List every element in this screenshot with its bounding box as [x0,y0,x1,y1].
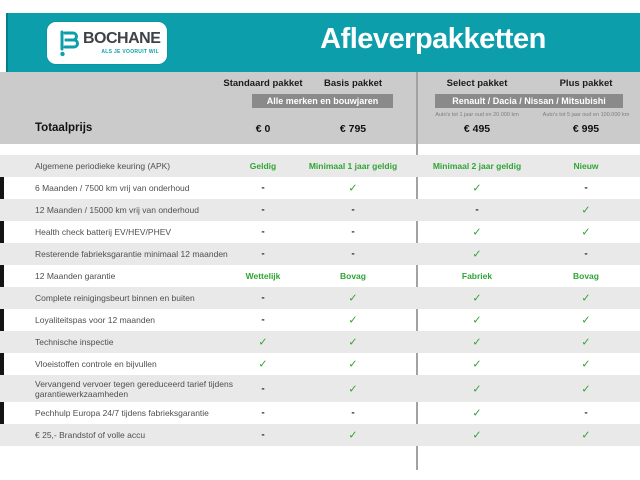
checkmark-icon-select: ✓ [472,314,482,327]
cell-plus: - [584,407,588,419]
checkmark-icon-plus: ✓ [581,292,591,305]
cell-select: Minimaal 2 jaar geldig [432,161,522,171]
table-row [0,177,640,199]
page-title: Afleverpakketten [320,23,546,55]
table-row [0,375,640,402]
cell-standaard: - [261,248,265,260]
column-title-select: Select pakket [446,78,508,89]
table-row [0,199,640,221]
checkmark-icon-select: ✓ [472,336,482,349]
checkmark-icon-plus: ✓ [581,314,591,327]
checkmark-icon-plus: ✓ [581,336,591,349]
cell-plus: Bovag [573,271,599,281]
table-row [0,424,640,446]
badge-all-brands: Alle merken en bouwjaren [252,94,393,108]
cell-standaard: - [261,383,265,394]
logo-tagline: ALS JE VOORUIT WIL [101,49,159,55]
column-title-plus: Plus pakket [559,78,613,89]
checkmark-icon-basis: ✓ [348,336,358,349]
cell-standaard: - [261,204,265,216]
table-row [0,221,640,243]
logo-wordmark: BOCHANE [83,30,161,47]
column-title-standaard: Standaard pakket [223,78,303,89]
checkmark-icon-select: ✓ [472,429,482,442]
cell-plus: - [584,248,588,260]
row-label: Technische inspectie [35,336,114,347]
cell-basis: - [351,204,355,216]
table-row [0,287,640,309]
total-price-label: Totaalprijs [35,122,93,134]
checkmark-icon-basis: ✓ [348,358,358,371]
cell-plus: Nieuw [573,161,599,171]
table-row [0,353,640,375]
price-plus: € 995 [572,123,600,135]
bochane-logo [47,22,167,64]
row-label: Pechhulp Europa 24/7 tijdens fabrieksgarantie [35,407,209,418]
row-label: Algemene periodieke keuring (APK) [35,160,171,171]
cell-basis: - [351,226,355,238]
checkmark-icon-basis: ✓ [348,292,358,305]
checkmark-icon-basis: ✓ [348,429,358,442]
table-row [0,243,640,265]
table-row [0,331,640,353]
column-title-basis: Basis pakket [323,78,383,89]
header-band [6,13,640,72]
checkmark-icon-basis: ✓ [348,383,358,395]
row-label: 12 Maanden garantie [35,270,116,281]
row-label: 12 Maanden / 15000 km vrij van onderhoud [35,204,199,215]
cell-basis: Bovag [340,271,366,281]
checkmark-icon-standaard: ✓ [258,358,268,371]
cell-basis: - [351,407,355,419]
checkmark-icon-select: ✓ [472,182,482,195]
cell-standaard: - [261,314,265,326]
checkmark-icon-select: ✓ [472,383,482,395]
price-standaard: € 0 [255,123,271,135]
cell-standaard: Geldig [249,161,277,171]
bochane-logo-icon [58,29,80,57]
checkmark-icon-basis: ✓ [348,314,358,327]
checkmark-icon-select: ✓ [472,248,482,261]
cell-plus: - [584,182,588,194]
row-label: Loyaliteitspas voor 12 maanden [35,314,156,325]
checkmark-icon-select: ✓ [472,226,482,239]
price-basis: € 795 [339,123,367,135]
cell-select: Fabriek [461,271,493,281]
badge-renault-dacia-nissan-mitsubishi: Renault / Dacia / Nissan / Mitsubishi [435,94,623,108]
column-note-plus: Auto's tot 5 jaar oud en 100.000 km [542,112,630,118]
cell-standaard: Wettelijk [245,271,281,281]
cell-standaard: - [261,226,265,238]
checkmark-icon-select: ✓ [472,358,482,371]
checkmark-icon-plus: ✓ [581,358,591,371]
table-row [0,309,640,331]
checkmark-icon-plus: ✓ [581,429,591,442]
cell-standaard: - [261,292,265,304]
checkmark-icon-select: ✓ [472,407,482,420]
cell-basis: - [351,248,355,260]
table-row [0,155,640,177]
row-label: Vloeistoffen controle en bijvullen [35,358,157,369]
cell-standaard: - [261,429,265,441]
row-label: Vervangend vervoer tegen gereduceerd tarief tijdens garantiewerkzaamheden [35,378,233,399]
table-row [0,265,640,287]
checkmark-icon-plus: ✓ [581,226,591,239]
feature-table [0,155,640,446]
checkmark-icon-plus: ✓ [581,204,591,217]
row-label: 6 Maanden / 7500 km vrij van onderhoud [35,182,190,193]
column-note-select: Auto's tot 1 jaar oud en 20.000 km [435,112,519,118]
cell-standaard: - [261,407,265,419]
cell-standaard: - [261,182,265,194]
row-label: Complete reinigingsbeurt binnen en buiten [35,292,195,303]
row-label: Resterende fabrieksgarantie minimaal 12 maanden [35,248,228,259]
row-label: Health check batterij EV/HEV/PHEV [35,226,172,237]
checkmark-icon-standaard: ✓ [258,336,268,349]
checkmark-icon-basis: ✓ [348,182,358,195]
checkmark-icon-select: ✓ [472,292,482,305]
row-label: € 25,- Brandstof of volle accu [35,429,146,440]
cell-basis: Minimaal 1 jaar geldig [308,161,398,171]
cell-select: - [475,204,479,216]
table-row [0,402,640,424]
price-select: € 495 [463,123,491,135]
checkmark-icon-plus: ✓ [581,383,591,395]
